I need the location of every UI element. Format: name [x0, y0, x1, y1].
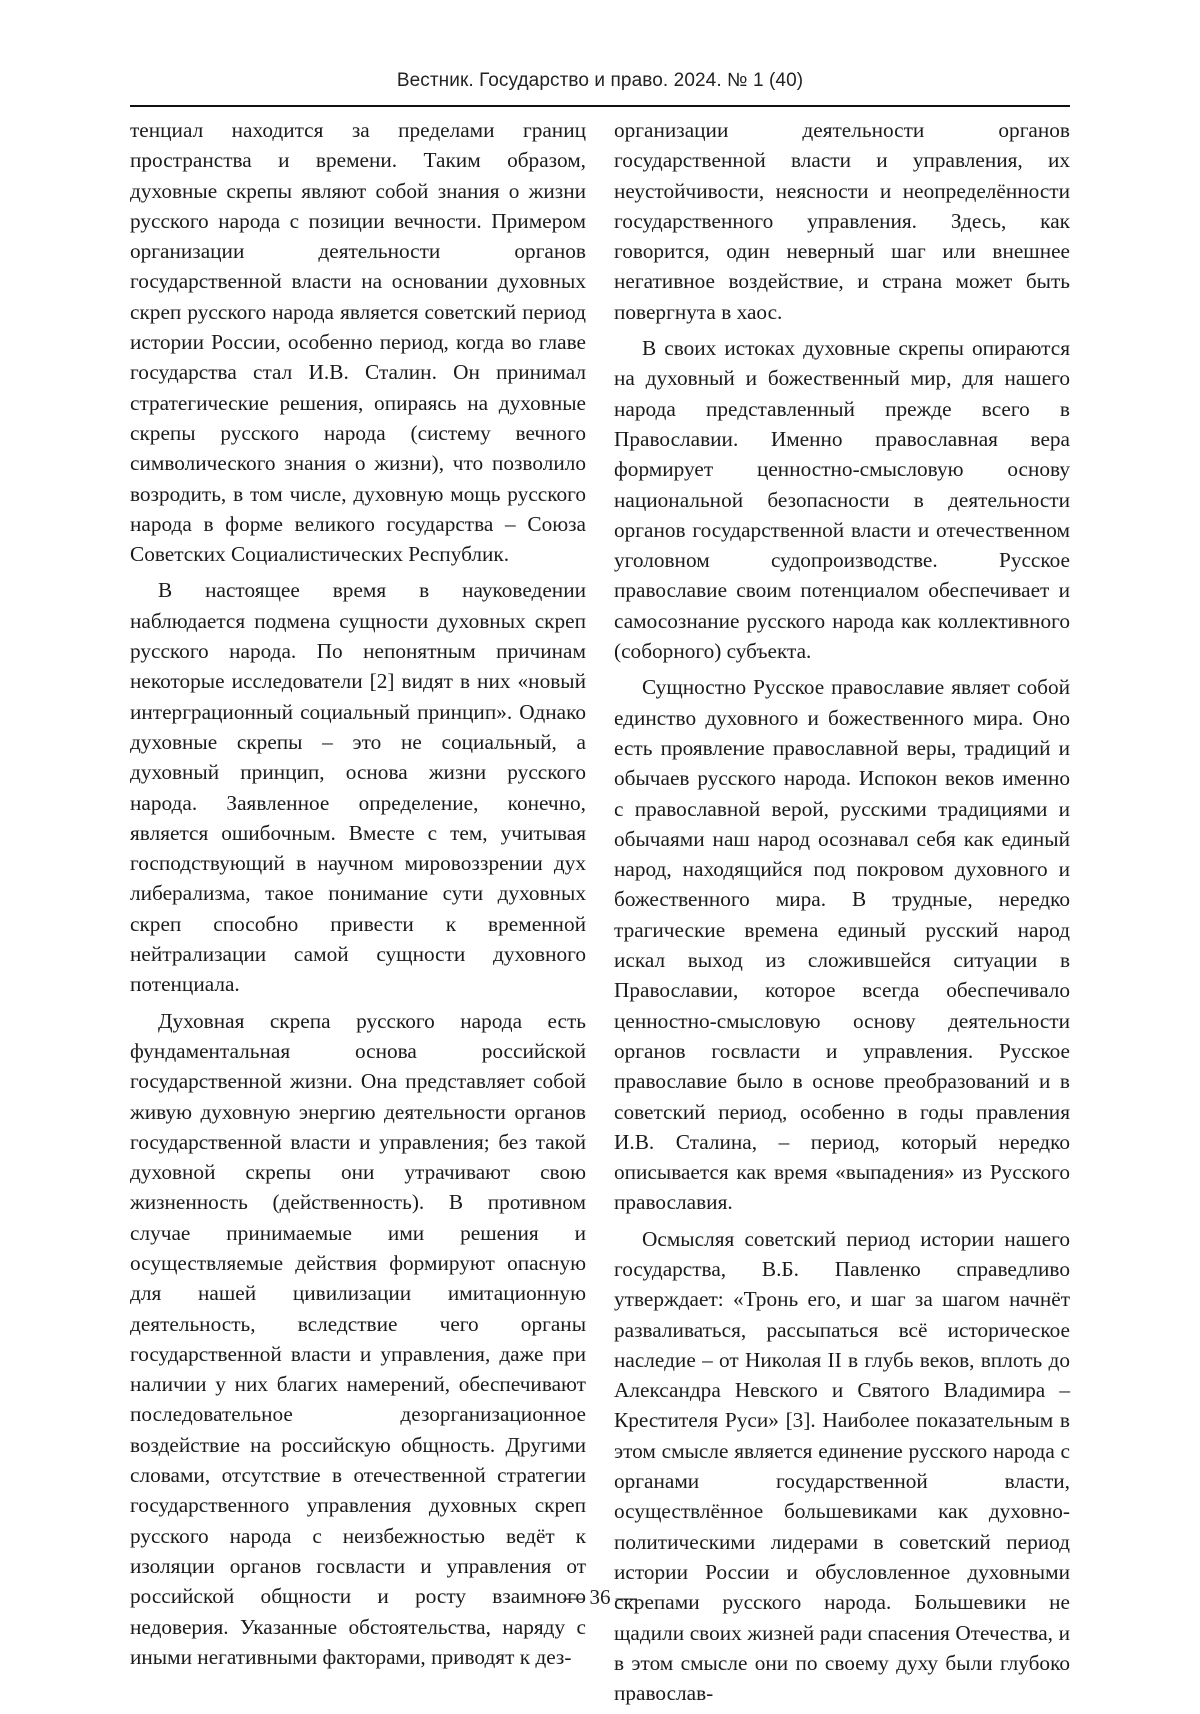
- paragraph: тенциал находится за пределами границ пространства и времени. Таким образом, духовные скрепы являют собой знания о жизни русского народа с позиции вечности. Примером организации деятельности органов государственной власти на основании духовных скреп русского народа является советский период истории России, особенно период, когда во главе государства стал И.В. Сталин. Он принимал стратегические решения, опираясь на духовные скрепы русского народа (систему вечного символического знания о жизни), что позволило возродить, в том числе, духовную мощь русского народа в форме великого государства – Союза Советских Социалистических Республик.: [130, 118, 586, 567]
- left-column: [130, 115, 586, 1678]
- paragraph: Сущностно Русское православие являет собой единство духовного и божественного мира. Оно есть проявление православной веры, традиций и обычаев русского народа. Испокон веков именно с православной верой, русскими традициями и обычаями наш народ осознавал себя как единый народ, находящийся под покровом духовного и божественного мира. В трудные, нередко трагические времена единый русский народ искал выход из сложившейся ситуации в Православии, которое всегда обеспечивало ценностно-смысловую основу деятельности органов госвласти и управления. Русское православие было в основе преобразований и в советский период, особенно в годы правления И.В. Сталина, – период, который нередко описывается как время «выпадения» из Русского православия.: [614, 675, 1070, 1215]
- running-header: Вестник. Государство и право. 2024. № 1 (40): [396, 70, 804, 91]
- right-column: [614, 115, 1070, 1714]
- paragraph: В своих истоках духовные скрепы опираются на духовный и божественный мир, для нашего народа представленный прежде всего в Православии. Именно православная вера формирует ценностно-смысловую основу национальной безопасности в деятельности органов государственной власти и отечественном уголовном судопроизводстве. Русское православие своим потенциалом обеспечивает и самосознание русского народа как коллективного (соборного) субъекта.: [614, 336, 1070, 664]
- paragraph: В настоящее время в науковедении наблюдается подмена сущности духовных скреп русского народа. По непонятным причинам некоторые исследователи [2] видят в них «новый интерграционный социальный принцип». Однако духовные скрепы – это не социальный, а духовный принцип, основа жизни русского народа. Заявленное определение, конечно, является ошибочным. Вместе с тем, учитывая господствующий в научном мировоззрении дух либерализма, такое понимание сути духовных скреп способно привести к временной нейтрализации самой сущности духовного потенциала.: [130, 578, 586, 997]
- paragraph: организации деятельности органов государственной власти и управления, их неустойчивости, неясности и неопределённости государственного управления. Здесь, как говорится, один неверный шаг или внешнее негативное воздействие, и страна может быть повергнута в хаос.: [614, 118, 1070, 324]
- paragraph: Осмысляя советский период истории нашего государства, В.Б. Павленко справедливо утверждает: «Тронь его, и шаг за шагом начнёт разваливаться, рассыпаться всё историческое наследие – от Николая II в глубь веков, вплоть до Александра Невского и Святого Владимира – Крестителя Руси» [3]. Наиболее показательным в этом смысле является единение русского народа с органами государственной власти, осуществлённое большевиками как духовно-политическими лидерами в советский период истории России и обусловленное духовными скрепами русского народа. Большевики не щадили своих жизней ради спасения Отечества, и в этом смысле они по своему духу были глубоко православ-: [614, 1226, 1070, 1706]
- header-rule: [130, 105, 1070, 107]
- paragraph: Духовная скрепа русского народа есть фундаментальная основа российской государственной жизни. Она представляет собой живую духовную энергию деятельности органов государственной власти и управления; без такой духовной скрепы они утрачивают свою жизненность (действенность). В противном случае принимаемые ими решения и осуществляемые действия формируют опасную для нашей цивилизации имитационную деятельность, вследствие чего органы государственной власти и управления, даже при наличии у них благих намерений, обеспечивают последовательное дезорганизационное воздействие на российскую общность. Другими словами, отсутствие в отечественной стратегии государственного управления духовных скреп русского народа с неизбежностью ведёт к изоляции органов госвласти и управления от российской общности и росту взаимного недоверия. Указанные обстоятельства, наряду с иными негативными факторами, приводят к дез-: [130, 1008, 586, 1669]
- page-number: — 36 —: [563, 1585, 637, 1609]
